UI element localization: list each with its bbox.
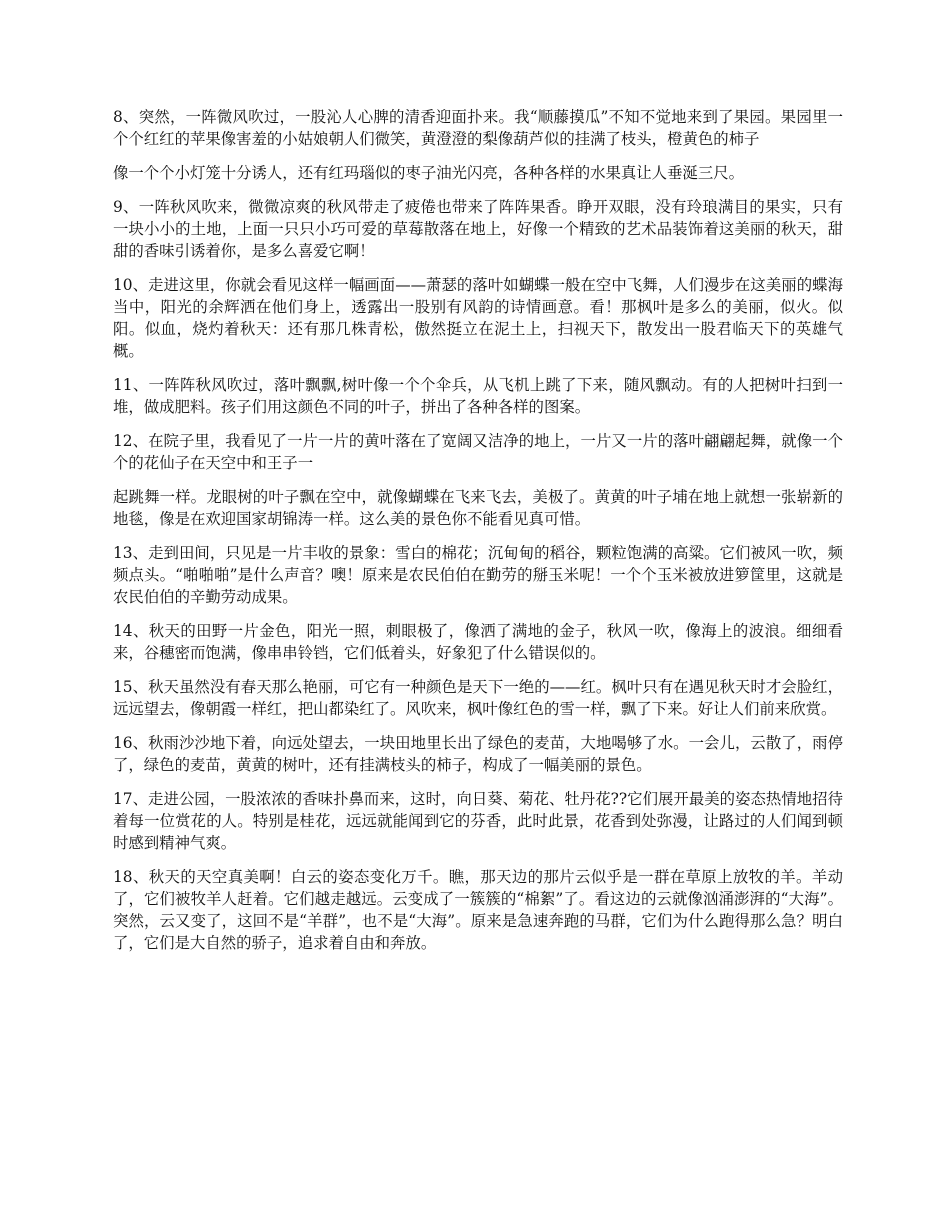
paragraph-8-part-1: 8、突然，一阵微风吹过，一股沁人心脾的清香迎面扑来。我“顺藤摸瓜”不知不觉地来到了果园。果园里一个个红红的苹果像害羞的小姑娘朝人们微笑，黄澄澄的梨像葫芦似的挂满了枝头，橙黄色的柿子 — [113, 108, 843, 148]
paragraph-15: 15、秋天虽然没有春天那么艳丽，可它有一种颜色是天下一绝的——红。枫叶只有在遇见秋天时才会脸红，远远望去，像朝霞一样红，把山都染红了。风吹来，枫叶像红色的雪一样，飘了下来。好让人们前来欣赏。 — [113, 678, 843, 718]
paragraph-9: 9、一阵秋风吹来，微微凉爽的秋风带走了疲倦也带来了阵阵果香。睁开双眼，没有玲琅满目的果实，只有一块小小的土地，上面一只只小巧可爱的草莓散落在地上，好像一个精致的艺术品装饰着这美丽的秋天，甜甜的香味引诱着你，是多么喜爱它啊！ — [113, 198, 843, 260]
paragraph-10: 10、走进这里，你就会看见这样一幅画面——萧瑟的落叶如蝴蝶一般在空中飞舞，人们漫步在这美丽的蝶海当中，阳光的余辉洒在他们身上，透露出一股别有风韵的诗情画意。看！那枫叶是多么的美丽，似火。似阳。似血，烧灼着秋天：还有那几株青松，傲然挺立在泥土上，扫视天下，散发出一股君临天下的英雄气概。 — [113, 276, 843, 360]
paragraph-18: 18、秋天的天空真美啊！白云的姿态变化万千。瞧，那天边的那片云似乎是一群在草原上放牧的羊。羊动了，它们被牧羊人赶着。它们越走越远。云变成了一簇簇的“棉絮”了。看这边的云就像汹涌澎湃的“大海”。突然，云又变了，这回不是“羊群”，也不是“大海”。原来是急速奔跑的马群，它们为什么跑得那么急？明白了，它们是大自然的骄子，追求着自由和奔放。 — [113, 868, 843, 952]
paragraph-16: 16、秋雨沙沙地下着，向远处望去，一块田地里长出了绿色的麦苗，大地喝够了水。一会儿，云散了，雨停了，绿色的麦苗，黄黄的树叶，还有挂满枝头的柿子，构成了一幅美丽的景色。 — [113, 734, 843, 774]
paragraph-17: 17、走进公园，一股浓浓的香味扑鼻而来，这时，向日葵、菊花、牡丹花??它们展开最美的姿态热情地招待着每一位赏花的人。特别是桂花，远远就能闻到它的芬香，此时此景，花香到处弥漫，让路过的人们闻到顿时感到精神气爽。 — [113, 790, 843, 852]
paragraph-12-part-2: 起跳舞一样。龙眼树的叶子飘在空中，就像蝴蝶在飞来飞去，美极了。黄黄的叶子埔在地上就想一张崭新的地毯，像是在欢迎国家胡锦涛一样。这么美的景色你不能看见真可惜。 — [113, 488, 843, 528]
paragraph-8-part-2: 像一个个小灯笼十分诱人，还有红玛瑙似的枣子油光闪亮，各种各样的水果真让人垂涎三尺。 — [113, 164, 745, 182]
paragraph-13: 13、走到田间，只见是一片丰收的景象：雪白的棉花；沉甸甸的稻谷，颗粒饱满的高粱。它们被风一吹，频频点头。“啪啪啪”是什么声音？噢！原来是农民伯伯在勤劳的掰玉米呢！一个个玉米被放进箩筐里，这就是农民伯伯的辛勤劳动成果。 — [113, 544, 843, 606]
paragraph-11: 11、一阵阵秋风吹过，落叶飘飘,树叶像一个个伞兵，从飞机上跳了下来，随风飘动。有的人把树叶扫到一堆，做成肥料。孩子们用这颜色不同的叶子，拼出了各种各样的图案。 — [113, 376, 843, 416]
paragraph-12-part-1: 12、在院子里，我看见了一片一片的黄叶落在了宽阔又洁净的地上，一片又一片的落叶翩翩起舞，就像一个个的花仙子在天空中和王子一 — [113, 432, 843, 472]
paragraph-14: 14、秋天的田野一片金色，阳光一照，刺眼极了，像洒了满地的金子，秋风一吹，像海上的波浪。细细看来，谷穗密而饱满，像串串铃铛，它们低着头，好象犯了什么错误似的。 — [113, 622, 843, 662]
document-body — [113, 106, 843, 966]
